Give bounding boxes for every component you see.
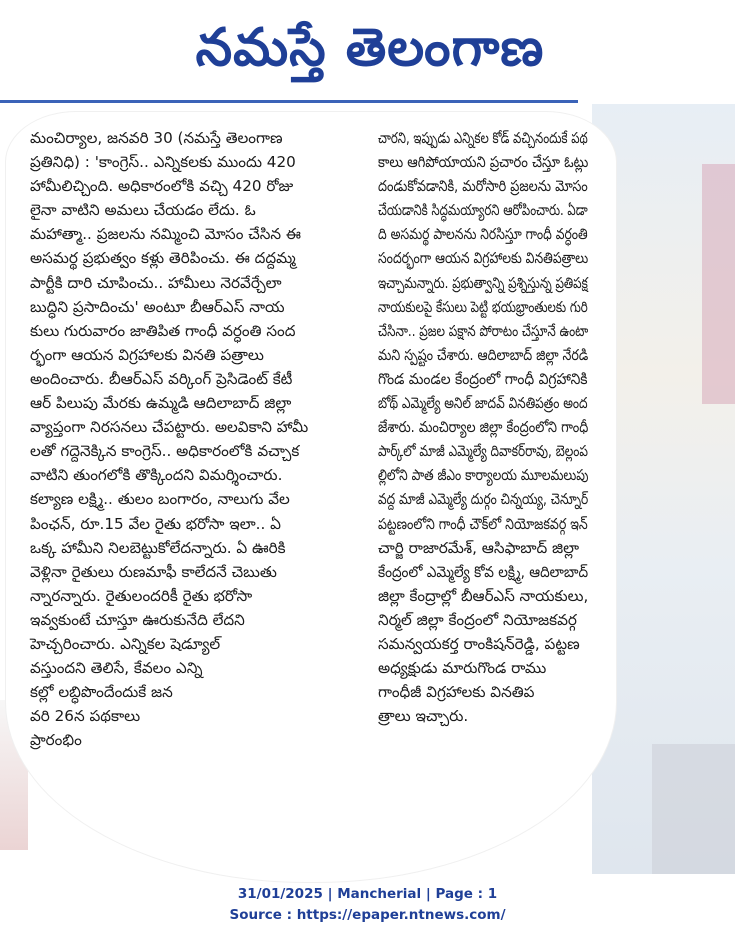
photo-detail bbox=[652, 744, 735, 874]
article-line: అందించారు. బీఆర్ఎస్ వర్కింగ్ ప్రెసిడెంట్ కేటీ bbox=[30, 369, 293, 388]
footer-date-line: 31/01/2025 | Mancherial | Page : 1 bbox=[237, 886, 498, 902]
article-column-right bbox=[378, 126, 588, 728]
article-line: లతో గద్దెనెక్కిన కాంగ్రెస్.. అధికారంలోకి వచ్చాక bbox=[30, 442, 300, 461]
article-line: మని స్పష్టం చేశారు. ఆదిలాబాద్ జిల్లా నేరడి bbox=[378, 345, 589, 364]
article-line: జిల్లా కేంద్రాల్లో బీఆర్ఎస్ నాయకులు, bbox=[378, 586, 589, 605]
article-line: చారని, ఇప్పుడు ఎన్నికల కోడ్ వచ్చినందుకే పథ bbox=[378, 129, 588, 147]
article-line: వద్ద మాజీ ఎమ్మెల్యే దుర్గం చిన్నయ్య, చెన్నూర్ bbox=[378, 490, 589, 509]
article-line: వస్తుందని తెలిసే, కేవలం ఎన్ని bbox=[30, 659, 203, 678]
article-line: ఆర్ పిలుపు మేరకు ఉమ్మడి ఆదిలాబాద్ జిల్లా bbox=[30, 394, 292, 413]
article-line: చేసినా.. ప్రజల పక్షాన పోరాటం చేస్తూనే ఉంటా bbox=[378, 321, 589, 340]
article-line: ల్లిలోని పాత జీఎం కార్యాలయ మూలమలుపు bbox=[378, 466, 589, 485]
article-line: దండుకోవడానికి, మరోసారి ప్రజలను మోసం bbox=[378, 177, 588, 196]
article-line: వెళ్లినా రైతులు రుణమాఫీ కాలేదనే చెబుతు bbox=[30, 562, 277, 581]
article-line: పట్టణంలోని గాంధీ చౌక్‌లో నియోజకవర్గ ఇన్ bbox=[378, 514, 588, 533]
article-line: సందర్భంగా ఆయన విగ్రహాలకు వినతిపత్రాలు bbox=[378, 249, 589, 268]
article-line: వాటిని తుంగలోకి తొక్కిందని విమర్శించారు. bbox=[30, 466, 283, 485]
footer-source-line: Source : https://epaper.ntnews.com/ bbox=[229, 907, 506, 923]
article-line: కేంద్రంలో ఎమ్మెల్యే కోవ లక్ష్మి, ఆదిలాబాద్ bbox=[378, 562, 589, 581]
masthead-rule bbox=[0, 100, 578, 103]
article-line: సమన్వయకర్త రాంకిషన్‌రెడ్డి, పట్టణ bbox=[378, 634, 580, 653]
article-line: కల్యాణ లక్ష్మి.. తులం బంగారం, నాలుగు వేల bbox=[30, 490, 290, 509]
article-line: మహాత్మా.. ప్రజలను నమ్మించి మోసం చేసిన ఈ bbox=[30, 225, 302, 244]
article-column-left bbox=[30, 126, 352, 752]
article-line: కల్లో లబ్ధిపొందేందుకే జన bbox=[30, 683, 173, 702]
article-line: ఒక్క హామీని నిలబెట్టుకోలేదన్నారు. ఏ ఊరికి bbox=[30, 538, 286, 557]
article-line: అసమర్థ ప్రభుత్వం కళ్లు తెరిపించు. ఈ దద్దమ్మ bbox=[30, 249, 296, 268]
article-line: వరి 26న పథకాలు bbox=[30, 707, 141, 726]
article-line: కాలు ఆగిపోయాయని ప్రచారం చేస్తూ ఓట్లు bbox=[378, 153, 589, 172]
article-line: ఇచ్చామన్నారు. ప్రభుత్వాన్ని ప్రశ్నిస్తున్న ప్రతిపక్ష bbox=[378, 273, 588, 292]
article-line: పార్క్‌లో మాజీ ఎమ్మెల్యే దివాకర్‌రావు, బెల్లంప bbox=[378, 442, 588, 461]
article-line: అధ్యక్షుడు మారుగొండ రాము bbox=[378, 659, 547, 678]
article-line: నిర్మల్ జిల్లా కేంద్రంలో నియోజకవర్గ bbox=[378, 610, 577, 629]
article-line: నాయకులపై కేసులు పెట్టి భయభ్రాంతులకు గురి bbox=[378, 297, 588, 316]
photo-detail bbox=[702, 164, 735, 404]
article-line: చేయడానికి సిద్ధమయ్యారని ఆరోపించారు. ఏడా bbox=[378, 201, 588, 220]
article-line: పింఛన్, రూ.15 వేల రైతు భరోసా ఇలా.. ఏ bbox=[30, 514, 281, 533]
article-line: బోథ్ ఎమ్మెల్యే అనిల్ జాదవ్ వినతిపత్రం అంద bbox=[378, 394, 588, 413]
article-line: లైనా వాటిని అమలు చేయడం లేదు. ఓ bbox=[30, 201, 256, 220]
article-line: జేశారు. మంచిర్యాల జిల్లా కేంద్రంలోని గాంధీ bbox=[378, 418, 589, 437]
article-line: హామీలిచ్చింది. అధికారంలోకి వచ్చి 420 రోజు bbox=[30, 177, 294, 196]
article-line: బుద్ధిని ప్రసాదించు' అంటూ బీఆర్ఎస్ నాయ bbox=[30, 297, 285, 316]
masthead bbox=[0, 0, 735, 104]
article-line: గొండ మండల కేంద్రంలో గాంధీ విగ్రహానికి bbox=[378, 369, 588, 388]
article-line: ప్రారంభిం bbox=[30, 731, 82, 750]
page-footer bbox=[0, 884, 735, 926]
article-line: ప్రతినిధి) : 'కాంగ్రెస్.. ఎన్నికలకు ముందు 420 bbox=[30, 153, 296, 172]
article-line: కులు గురువారం జాతిపిత గాంధీ వర్ధంతి సంద bbox=[30, 321, 296, 340]
article-line: వ్యాప్తంగా నిరసనలు చేపట్టారు. అలవికాని హామీ bbox=[30, 418, 309, 437]
article-line: హెచ్చరించారు. ఎన్నికల షెడ్యూల్ bbox=[30, 634, 221, 653]
article-line: ది అసమర్థ పాలనను నిరసిస్తూ గాంధీ వర్ధంతి bbox=[378, 225, 588, 244]
article-line: పార్టీకి దారి చూపించు.. హామీలు నెరవేర్చేలా bbox=[30, 273, 282, 292]
article-line: ఇవ్వకుంటే చూస్తూ ఊరుకునేది లేదని bbox=[30, 610, 245, 629]
article-line: ర్భంగా ఆయన విగ్రహాలకు వినతి పత్రాలు bbox=[30, 345, 264, 364]
newspaper-title: నమస్తే తెలంగాణ bbox=[195, 18, 545, 78]
article-line: గాంధీజీ విగ్రహాలకు వినతిప bbox=[378, 683, 535, 702]
article-line: న్నారన్నారు. రైతులందరికీ రైతు భరోసా bbox=[30, 586, 253, 605]
article-line: త్రాలు ఇచ్చారు. bbox=[378, 707, 469, 726]
article-line: చార్జి రాజారమేశ్, ఆసిఫాబాద్ జిల్లా bbox=[378, 538, 580, 557]
article-line: మంచిర్యాల, జనవరి 30 (నమస్తే తెలంగాణ bbox=[30, 129, 283, 147]
